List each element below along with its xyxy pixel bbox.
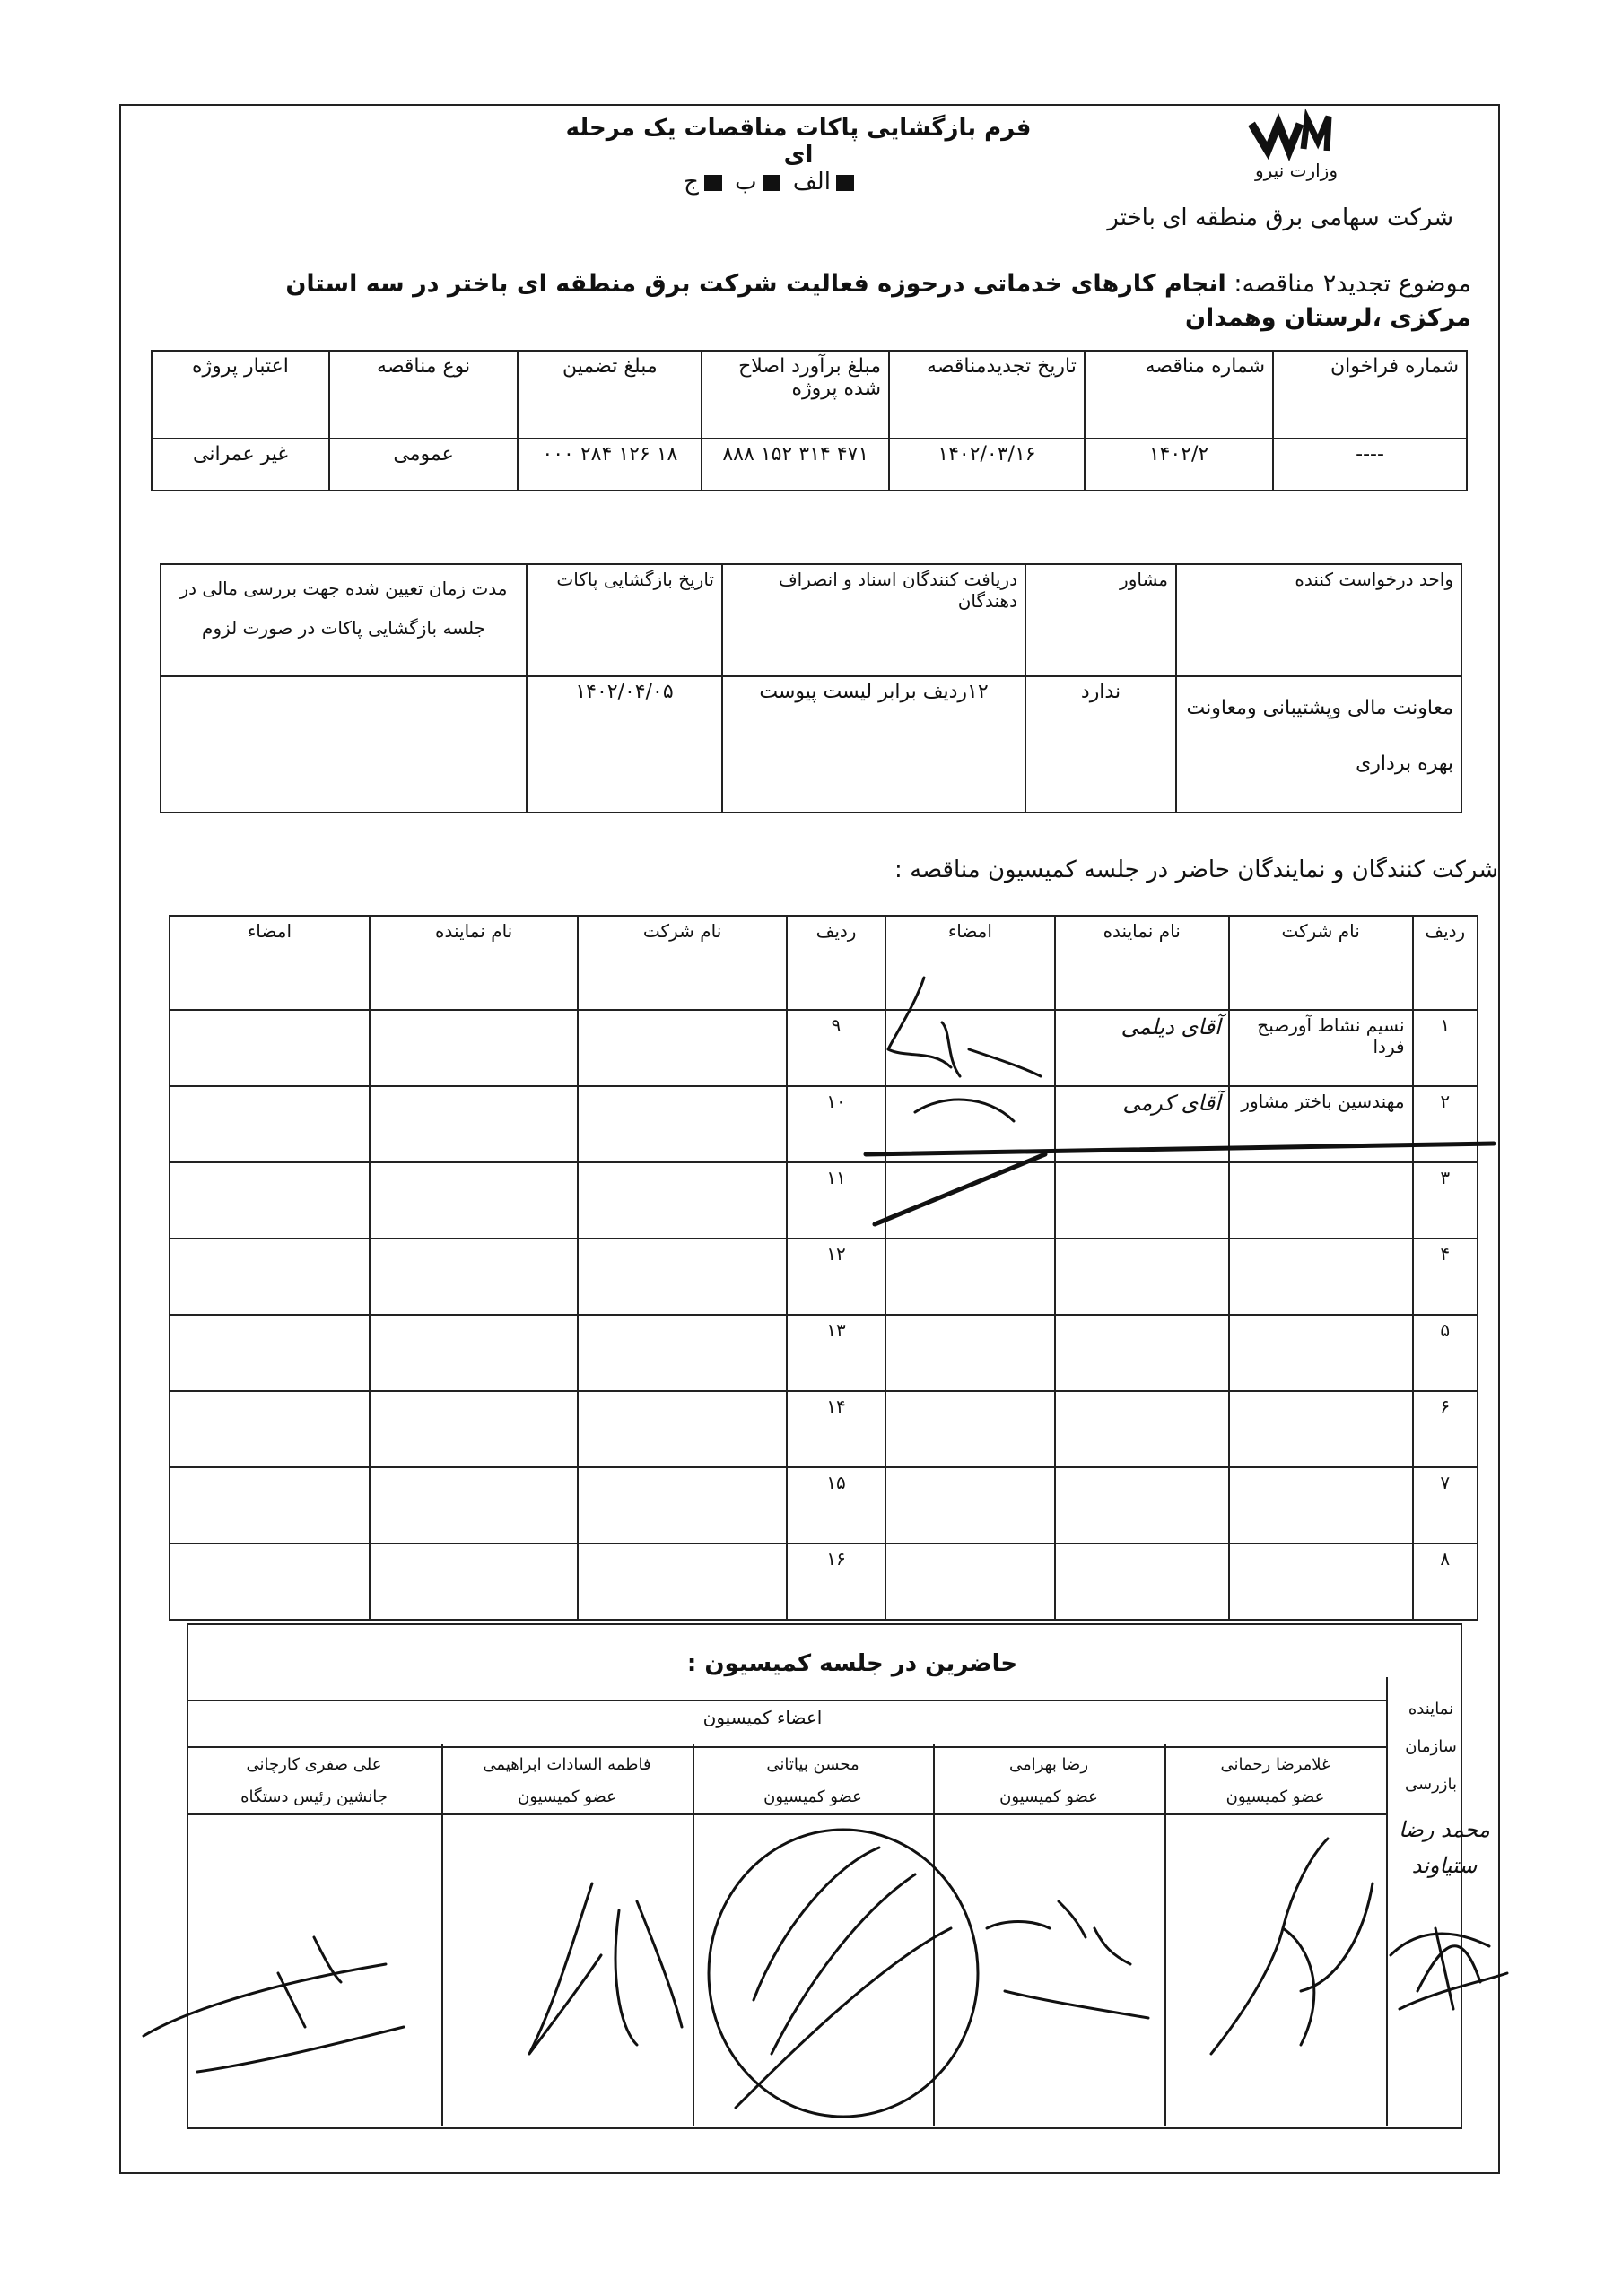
- header-row-number: ردیف: [1413, 916, 1478, 1010]
- inspector-handwriting-line1: محمد رضا: [1399, 1817, 1490, 1842]
- company-name-cell: [578, 1010, 787, 1086]
- table-row: [170, 1239, 1478, 1315]
- member-role: عضو کمیسیون: [1225, 1787, 1325, 1806]
- credit-value: غیر عمرانی: [152, 439, 329, 491]
- col-estimate: مبلغ برآورد اصلاح شده پروژه: [702, 351, 889, 439]
- col-opening-date: تاریخ بازگشایی پاکات: [527, 564, 722, 676]
- row-number: ۱۳: [787, 1315, 885, 1391]
- opening-info-table: [160, 563, 1462, 813]
- company-name-cell: [578, 1086, 787, 1162]
- review-duration-value: [161, 676, 527, 813]
- row-number: ۹: [787, 1010, 885, 1086]
- signature-member-2: [969, 1866, 1166, 2027]
- col-requesting-unit: واحد درخواست کننده: [1176, 564, 1461, 676]
- envelope-types: [628, 169, 915, 196]
- company-name-cell: نسیم نشاط آورصبح فردا: [1229, 1010, 1413, 1086]
- signature-member-1: [1193, 1830, 1391, 2072]
- member-role: عضو کمیسیون: [763, 1787, 862, 1806]
- header-signature-2: امضاء: [170, 916, 370, 1010]
- requesting-unit-value: معاونت مالی وپشتیبانی ومعاونت بهره برداری: [1176, 676, 1461, 813]
- col-consultant: مشاور: [1025, 564, 1176, 676]
- inspector-label-line1: نماینده سازمان: [1405, 1700, 1457, 1756]
- header-row-number-2: ردیف: [787, 916, 885, 1010]
- opening-date-value: ۱۴۰۲/۰۴/۰۵: [527, 676, 722, 813]
- representative-cell: آقای دیلمی: [1055, 1010, 1229, 1086]
- member-role: عضو کمیسیون: [999, 1787, 1098, 1806]
- estimate-value: ۴۷۱ ۳۱۴ ۱۵۲ ۸۸۸: [702, 439, 889, 491]
- strike-line: [866, 1144, 1494, 1233]
- table-row: [170, 1315, 1478, 1391]
- col-review-duration: مدت زمان تعیین شده جهت بررسی مالی در جلسه بازگشایی پاکات در صورت لزوم: [161, 564, 527, 676]
- member-4: [441, 1749, 693, 1813]
- row-number: ۳: [1413, 1162, 1478, 1239]
- row-number: ۵: [1413, 1315, 1478, 1391]
- company-name-cell: مهندسین باختر مشاور: [1229, 1086, 1413, 1162]
- member-name: محسن بیاتانی: [766, 1755, 859, 1774]
- member-role: جانشین رئیس دستگاه: [240, 1787, 388, 1806]
- envelope-alef: الف: [792, 169, 831, 196]
- col-credit: اعتبار پروژه: [152, 351, 329, 439]
- subject-label: موضوع تجدید۲ مناقصه:: [1234, 270, 1471, 298]
- inspector-handwriting-line2: ستیاوند: [1411, 1853, 1478, 1878]
- signature-member-5: [135, 1883, 422, 2081]
- participants-title: شرکت کنندگان و نمایندگان حاضر در جلسه کمیسیون مناقصه :: [894, 857, 1498, 883]
- form-title: فرم بازگشایی پاکات مناقصات یک مرحله ای: [565, 115, 1032, 169]
- company-name: شرکت سهامی برق منطقه ای باختر: [1107, 204, 1453, 231]
- member-name: فاطمه السادات ابراهیمی: [483, 1755, 651, 1774]
- member-name: غلامرضا رحمانی: [1220, 1755, 1330, 1774]
- call-number-value: ----: [1273, 439, 1467, 491]
- row-number: ۱۲: [787, 1239, 885, 1315]
- representative-cell: [370, 1010, 578, 1086]
- member-name: علی صفری کارچانی: [246, 1755, 382, 1774]
- recipients-value: ۱۲ردیف برابر لیست پیوست: [722, 676, 1025, 813]
- row-number: ۱۰: [787, 1086, 885, 1162]
- signature-cell: [170, 1086, 370, 1162]
- col-tender-type: نوع مناقصه: [329, 351, 518, 439]
- row-number: ۱۴: [787, 1391, 885, 1467]
- ministry-name: وزارت نیرو: [1254, 160, 1338, 181]
- col-call-number: شماره فراخوان: [1273, 351, 1467, 439]
- inspector-handwriting: [1395, 1812, 1494, 1883]
- subject: [197, 267, 1471, 335]
- header-representative-2: نام نماینده: [370, 916, 578, 1010]
- row-number: ۱: [1413, 1010, 1478, 1086]
- participants-table: [169, 915, 1478, 1621]
- col-guarantee: مبلغ تضمین: [518, 351, 702, 439]
- row-number: ۱۵: [787, 1467, 885, 1544]
- members-label: اعضاء کمیسیون: [702, 1707, 823, 1728]
- signature-inspector: [1382, 1910, 1516, 2018]
- envelope-be: ب: [735, 169, 757, 196]
- commission-title: حاضرین در جلسه کمیسیون :: [686, 1650, 1018, 1677]
- row-number: ۱۱: [787, 1162, 885, 1239]
- table-row: [170, 1467, 1478, 1544]
- renewal-date-value: ۱۴۰۲/۰۳/۱۶: [889, 439, 1085, 491]
- header-company: نام شرکت: [1229, 916, 1413, 1010]
- header-representative: نام نماینده: [1055, 916, 1229, 1010]
- row-number: ۴: [1413, 1239, 1478, 1315]
- header-company-2: نام شرکت: [578, 916, 787, 1010]
- member-2: [933, 1749, 1164, 1813]
- tender-type-value: عمومی: [329, 439, 518, 491]
- header-signature: امضاء: [885, 916, 1054, 1010]
- guarantee-value: ۱۸ ۱۲۶ ۲۸۴ ۰۰۰: [518, 439, 702, 491]
- row-number: ۶: [1413, 1391, 1478, 1467]
- member-3: [693, 1749, 933, 1813]
- subject-text: انجام کارهای خدماتی درحوزه فعالیت شرکت برق منطقه ای باختر در سه استان مرکزی ،لرستان وهمدان: [285, 270, 1471, 332]
- signature-member-3: [700, 1821, 987, 2126]
- member-role: عضو کمیسیون: [518, 1787, 616, 1806]
- signature-cell: [170, 1010, 370, 1086]
- table-row: [170, 1010, 1478, 1086]
- table-row: [170, 1544, 1478, 1620]
- participant-signature-1: [861, 969, 1059, 1148]
- consultant-value: ندارد: [1025, 676, 1176, 813]
- envelope-jim: ج: [684, 169, 699, 196]
- tender-number-value: ۱۴۰۲/۲: [1085, 439, 1273, 491]
- signature-member-4: [484, 1866, 700, 2072]
- member-1: [1164, 1749, 1386, 1813]
- col-recipients: دریافت کنندگان اسناد و انصراف دهندگان: [722, 564, 1025, 676]
- inspector-label-line2: بازرسی: [1405, 1775, 1457, 1794]
- member-name: رضا بهرامی: [1008, 1755, 1089, 1774]
- row-number: ۷: [1413, 1467, 1478, 1544]
- col-renewal-date: تاریخ تجدیدمناقصه: [889, 351, 1085, 439]
- representative-cell: [370, 1086, 578, 1162]
- tender-info-table: [151, 350, 1468, 491]
- table-row: [170, 1391, 1478, 1467]
- inspector-label: [1386, 1691, 1476, 1804]
- row-number: ۱۶: [787, 1544, 885, 1620]
- member-5: [187, 1749, 441, 1813]
- row-number: ۲: [1413, 1086, 1478, 1162]
- representative-cell: آقای کرمی: [1055, 1086, 1229, 1162]
- row-number: ۸: [1413, 1544, 1478, 1620]
- col-tender-number: شماره مناقصه: [1085, 351, 1273, 439]
